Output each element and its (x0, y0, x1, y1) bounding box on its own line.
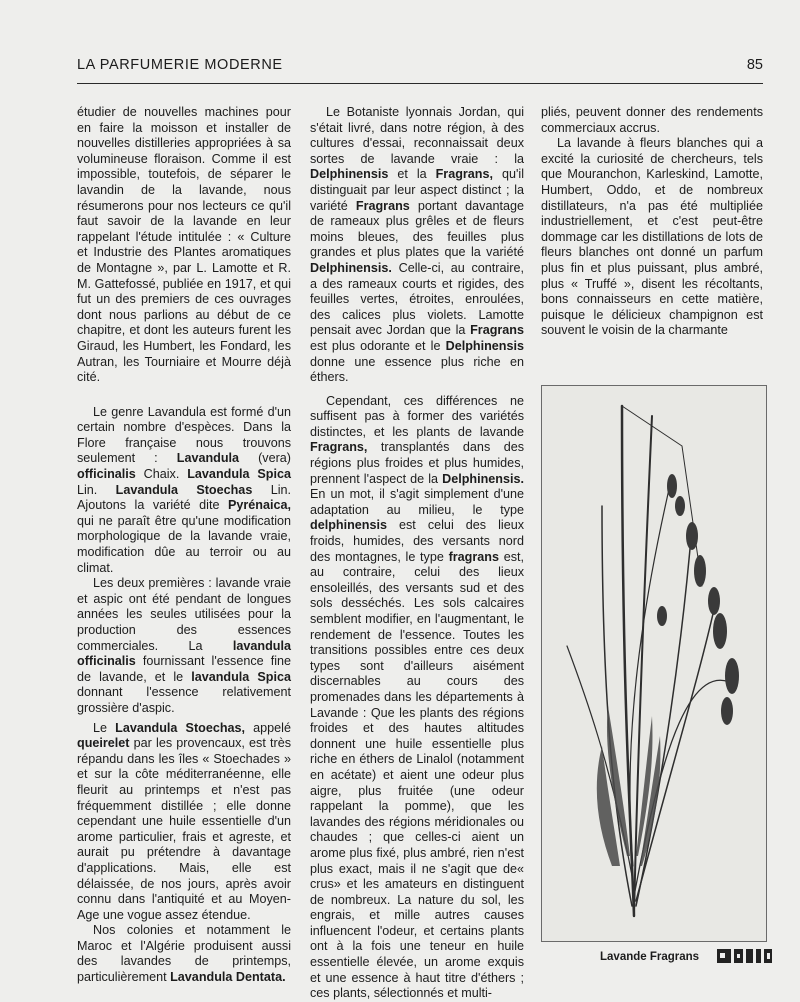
text-run: pliés, peuvent donner des rendements commerciaux accrus. (541, 105, 763, 135)
text-run: et la (388, 167, 436, 182)
text-run: donnant l'essence relativement grossière d'aspic. (77, 685, 291, 715)
text-run: Lavandula Stoechas (115, 482, 253, 497)
text-run: delphinensis (310, 518, 387, 533)
paragraph (77, 405, 291, 577)
text-run: fragrans (448, 549, 499, 564)
text-run: Le genre Lavandula est formé d'un certain nombre d'espèces. Dans la Flore française nous trouvons seulement : (77, 404, 291, 466)
text-run: En un mot, il s'agit simplement d'une adaptation au milieu, le type (310, 487, 524, 517)
running-header (77, 57, 763, 81)
text-run: Nos colonies et notamment le Maroc et l'Algérie produisent aussi des lavandes de printemps, particulièrement (77, 923, 291, 985)
text-run: qu'il distinguait par leur aspect distinct ; la variété (310, 167, 524, 213)
paragraph (541, 136, 763, 339)
text-run: officinalis (77, 467, 136, 482)
paragraph (77, 721, 291, 924)
text-column-1 (77, 105, 291, 986)
text-run: par les provencaux, est très répandu dans les îles « Stoechades » et sur la côte méditerranéenne, elle fleurit au printemps et n'est pas fréquemment distillée ; elle donne cependant une huile essentielle d'un arome particulier, frais et agreste, et aurait pu prétendre à davantage d'applications. Mais, elle est délaissée, de nos jours, après avoir connu dans l'antiquité et au Moyen-Age une vogue assez étendue. (77, 736, 291, 922)
text-run: Chaix. (135, 467, 188, 482)
text-run: Le Botaniste lyonnais Jordan, qui s'était livré, dans notre région, à des cultures d'essai, reconnaissait deux sortes de lavande vraie : la (310, 105, 524, 166)
text-run: Lavandula (176, 451, 240, 466)
paragraph (541, 105, 763, 136)
text-run: appelé (245, 720, 291, 735)
paragraph (77, 576, 291, 716)
lavender-plant-illustration (542, 386, 766, 941)
text-run: Lavandula Dentata. (170, 970, 286, 985)
text-run: Celle-ci, au contraire, a des rameaux courts et rigides, des feuilles vertes, étroites, enroulées, des calices plus violets. Lamotte pensait avec Jordan que la (310, 260, 524, 338)
text-run: (vera) (239, 451, 291, 466)
text-column-3 (541, 105, 763, 339)
lavender-plant-photo (541, 385, 767, 942)
text-run: queirelet (77, 736, 130, 751)
text-run: Delphinensis. (442, 471, 524, 486)
paragraph (310, 394, 524, 1002)
text-column-2 (310, 105, 524, 1002)
text-run: Fragrans, (435, 167, 494, 182)
text-run: Fragrans (470, 323, 524, 338)
text-run: Delphinensis. (310, 260, 392, 275)
text-run: Lavandula Stoechas, (115, 720, 246, 735)
text-run: donne une essence plus riche en éthers. (310, 354, 524, 385)
text-run: Delphinensis (445, 338, 524, 353)
text-run: Les deux premières : lavande vraie et aspic ont été pendant de longues années les seules utilisées pour la production des essences commerciales. La (77, 576, 291, 653)
text-run: Pyrénaica, (227, 498, 291, 513)
text-run: étudier de nouvelles machines pour en faire la moisson et installer de nouvelles distilleries appropriées à sa volumineuse floraison. Comme il est impossible, toutefois, de séparer le lavandin de la lavande, nous résumerons pour nos lecteurs ce qu'il faut savoir de la lavande en leur rappelant l'étude intitulée : « Culture et Industrie des Plantes aromatiques de Montagne », par L. Lamotte et R. M. Gattefossé, publiée en 1917, et qui fut un des premiers de ces ouvrages dont nous parlions au début de ce chapitre, et dont les auteurs furent les Giraud, les Humbert, les Fondard, les Autran, les Tourniaire et Mourre déjà cité. (77, 105, 291, 385)
paragraph (310, 105, 524, 386)
paragraph (77, 923, 291, 985)
text-run: portant davantage de rameaux plus grêles et de fleurs moins bleues, des feuilles plus grandes et plus plates que la variété (310, 198, 524, 260)
text-run: La lavande à fleurs blanches qui a excité la curiosité de chercheurs, tels que Mouranchon, Karleskind, Lamotte, Humbert, Oddo, et de nombreux distillateurs, n'a pas été multipliée industriellement, et c'est peut-être dommage car les distillations de lots de fleurs blanches ont donné un parfum plus fin et plus puissant, plus ambré, plus « Truffé », disent les récoltants, bons connaisseurs en cette matière, puisque le délicieux champignon est souvent le voisin de la charmante (541, 136, 763, 338)
text-run: Fragrans, (310, 440, 368, 455)
text-run: lavandula Spica (191, 669, 291, 684)
text-run: lavandula officinalis (77, 638, 291, 669)
text-run: est celui des lieux froids, humides, des versants nord des montagnes, le type (310, 518, 524, 564)
figure-caption: Lavande Fragrans (600, 951, 700, 963)
text-run: fournissant l'essence fine de lavande, et le (77, 654, 291, 684)
text-run: transplantés dans des régions plus froides et plus humides, prennent l'aspect de la (310, 440, 524, 486)
text-run: est, au contraire, celui des lieux ensoleillés, des versants sud et des sols desséchés. Les sols calcaires semblent modifier, en l'augmentant, le rendement de l'essence. Toutes les transitions possibles entre ces deux types sont d'ailleurs aisément discernables au cours des promenades dans les départements à Lavande : Que les plants des régions froides et des hautes altitudes donnent une huile essentielle plus riche en éthers de Linalol (notamment en acétate) et aient une odeur plus aigre, plus fruitée (une odeur rappelant la pomme), que les lavandes des régions méridionales ou chaudes ; que celles-ci aient un arome plus fixé, plus ambré, rien n'est plus exact, mais il ne s'agit que de« crus» et les amateurs en distinguent de nombreux. La nature du sol, les engrais, et mille autres causes influencent l'odeur, et certains plants ont à la fois une teneur en huile essentielle élevée, un arome exquis et une essence à haut titre d'éthers ; ces plants, sélectionnés et multi- (310, 549, 524, 1001)
text-run: Delphinensis (310, 167, 389, 182)
text-run: Fragrans (355, 198, 410, 213)
text-run: Lin. Ajoutons la variété dite (77, 482, 291, 513)
text-run: Lavandula Spica (187, 467, 291, 482)
text-run: qui ne paraît être qu'une modification morphologique de la lavande vraie, modification dûe au terroir ou au climat. (77, 513, 291, 575)
text-run: Lin. (77, 482, 116, 497)
paragraph (77, 105, 291, 386)
page-number: 85 (746, 57, 763, 73)
header-rule (77, 83, 763, 84)
library-stamp-icon (717, 947, 773, 965)
text-run: Le (93, 720, 116, 735)
journal-title: LA PARFUMERIE MODERNE (77, 57, 283, 73)
text-run: est plus odorante et le (310, 338, 446, 353)
text-run: Cependant, ces différences ne suffisent pas à former des variétés distinctes, et les plants de lavande (310, 393, 524, 439)
